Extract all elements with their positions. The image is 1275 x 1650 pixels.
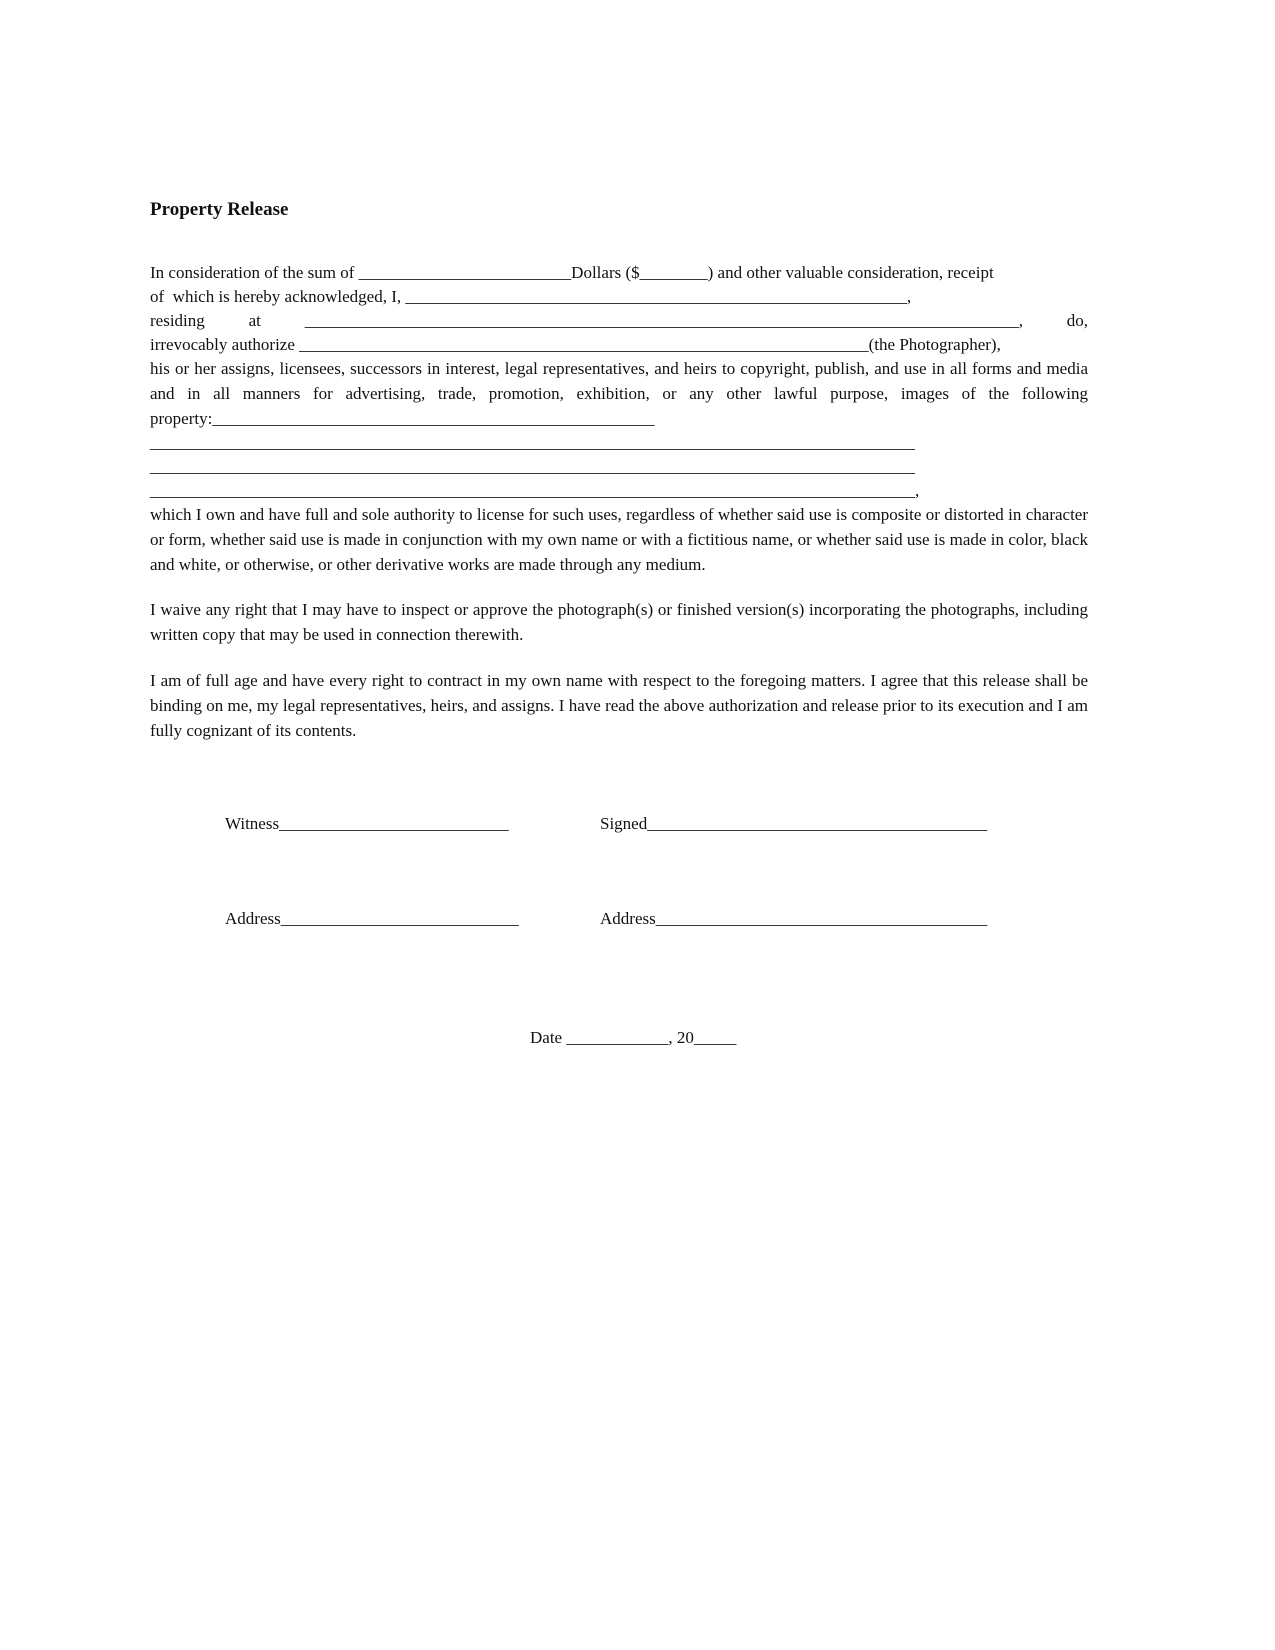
residence-blank: ____________________________________________________________________________________,	[304, 311, 1023, 330]
signer-address-line: Address_______________________________________	[600, 909, 988, 928]
authorize-text: irrevocably authorize ___________________________________________________________________(the Photographer),	[150, 335, 1001, 354]
authorize-line	[150, 332, 1088, 357]
property-blank-3: __________________________________________________________________________________________,	[150, 481, 920, 500]
date-line: Date ____________, 20_____	[530, 1028, 737, 1047]
authority-paragraph: which I own and have full and sole authority to license for such uses, regardless of whether said use is composite or distorted in character or form, whether said use is made in conjunction with my own name or with a fictitious name, or whether said use is made in color, black and white, or otherwise, or other derivative works are made through any medium.	[150, 505, 1088, 574]
acknowledged-line: of which is hereby acknowledged, I, ___________________________________________________________,	[150, 287, 912, 306]
witness-address-line: Address____________________________	[225, 909, 519, 928]
property-blank-2: __________________________________________________________________________________________	[150, 457, 915, 476]
property-blank-1: __________________________________________________________________________________________	[150, 433, 915, 452]
consideration-text: In consideration of the sum of _________________________Dollars ($________) and other valuable consideration, receipt	[150, 263, 994, 282]
residing-line	[150, 308, 1088, 333]
age-paragraph: I am of full age and have every right to contract in my own name with respect to the foregoing matters. I agree that this release shall be binding on me, my legal representatives, heirs, and assigns. I have read the above authorization and release prior to its execution and I am fully cognizant of its contents.	[150, 671, 1088, 740]
residing-word: residing	[150, 311, 205, 330]
signed-line: Signed________________________________________	[600, 814, 988, 833]
grant-paragraph: his or her assigns, licensees, successors in interest, legal representatives, and heirs to copyright, publish, and use in all forms and media and in all manners for advertising, trade, promotion, exhibition, or any other lawful purpose, images of the following property:____________________________________________________	[150, 359, 1088, 428]
witness-line: Witness___________________________	[225, 814, 509, 833]
document-title: Property Release	[150, 199, 289, 220]
at-word: at	[248, 311, 261, 330]
do-word: do,	[1066, 311, 1088, 330]
consideration-line	[150, 260, 1088, 285]
waiver-paragraph: I waive any right that I may have to inspect or approve the photograph(s) or finished version(s) incorporating the photographs, including written copy that may be used in connection therewith.	[150, 600, 1088, 644]
